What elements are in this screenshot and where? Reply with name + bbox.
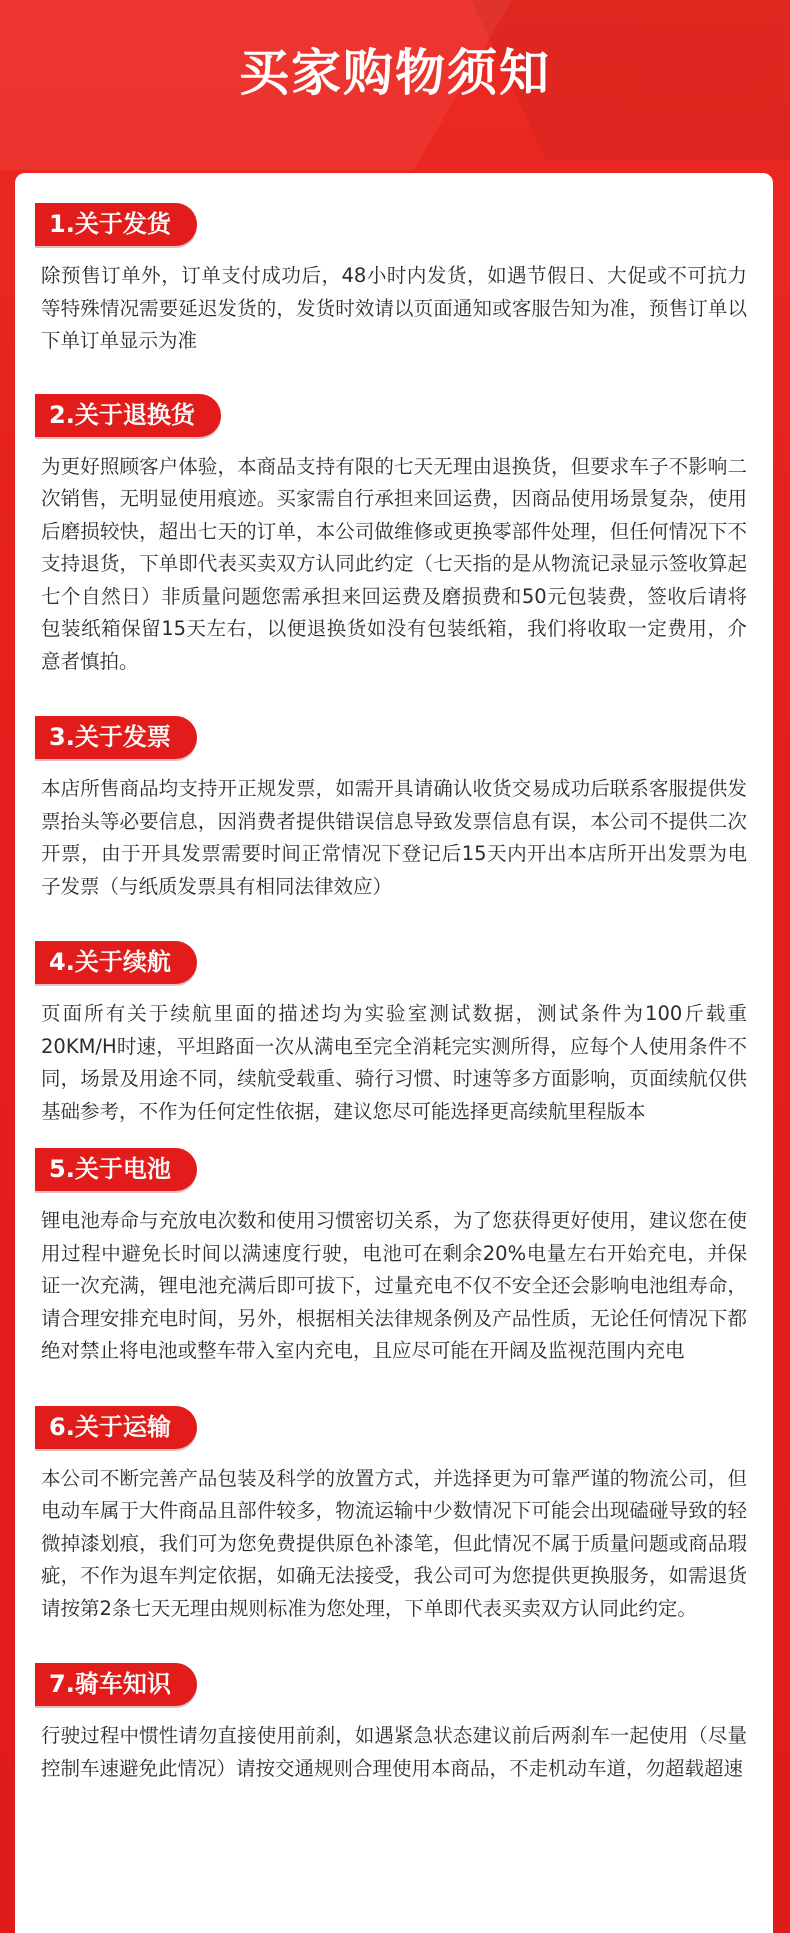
section-title: 7.骑车知识 xyxy=(35,1663,197,1706)
section-battery xyxy=(41,1148,747,1368)
section-text: 本公司不断完善产品包装及科学的放置方式，并选择更为可靠严谨的物流公司，但电动车属于大件商品且部件较多，物流运输中少数情况下可能会出现磕碰导致的轻微掉漆划痕，我们可为您免费提供原色补漆笔，但此情况不属于质量问题或商品瑕疵，不作为退车判定依据，如确无法接受，我公司可为您提供更换服务，如需退货请按第2条七天无理由规则标准为您处理，下单即代表买卖双方认同此约定。 xyxy=(41,1466,747,1620)
section-title: 2.关于退换货 xyxy=(35,394,221,437)
section-transport xyxy=(41,1406,747,1626)
section-text: 行驶过程中惯性请勿直接使用前刹，如遇紧急状态建议前后两刹车一起使用（尽量控制车速避免此情况）请按交通规则合理使用本商品，不走机动车道，勿超载超速 xyxy=(41,1724,747,1780)
section-text: 为更好照顾客户体验，本商品支持有限的七天无理由退换货，但要求车子不影响二次销售，无明显使用痕迹。买家需自行承担来回运费，因商品使用场景复杂，使用后磨损较快，超出七天的订单，本公司做维修或更换零部件处理，但任何情况下不支持退货，下单即代表买卖双方认同此约定（七天指的是从物流记录显示签收算起七个自然日）非质量问题您需承担来回运费及磨损费和50元包装费，签收后请将包装纸箱保留15天左右，以便退换货如没有包装纸箱，我们将收取一定费用，介意者慎拍。 xyxy=(41,454,747,673)
section-title: 3.关于发票 xyxy=(35,716,197,759)
section-title: 4.关于续航 xyxy=(35,941,197,984)
section-text: 本店所售商品均支持开正规发票，如需开具请确认收货交易成功后联系客服提供发票抬头等必要信息，因消费者提供错误信息导致发票信息有误，本公司不提供二次开票，由于开具发票需要时间正常情况下登记后15天内开出本店所开出发票为电子发票（与纸质发票具有相同法律效应） xyxy=(41,777,747,898)
section-range xyxy=(41,941,747,1128)
section-riding-tips xyxy=(41,1663,747,1785)
page-title: 买家购物须知 xyxy=(239,44,551,102)
section-returns xyxy=(41,394,747,679)
section-title: 6.关于运输 xyxy=(35,1406,197,1449)
section-title: 1.关于发货 xyxy=(35,203,197,246)
notice-card xyxy=(15,173,773,1933)
section-text: 除预售订单外，订单支付成功后，48小时内发货，如遇节假日、大促或不可抗力等特殊情况需要延迟发货的，发货时效请以页面通知或客服告知为准，预售订单以下单订单显示为准 xyxy=(41,264,747,352)
section-title: 5.关于电池 xyxy=(35,1148,197,1191)
section-text: 页面所有关于续航里面的描述均为实验室测试数据，测试条件为100斤载重20KM/H时速，平坦路面一次从满电至完全消耗完实测所得，应每个人使用条件不同，场景及用途不同，续航受载重、骑行习惯、时速等多方面影响，页面续航仅供基础参考，不作为任何定性依据，建议您尽可能选择更高续航里程版本 xyxy=(41,1002,747,1123)
section-invoice xyxy=(41,716,747,903)
section-shipping xyxy=(41,203,747,358)
section-text: 锂电池寿命与充放电次数和使用习惯密切关系，为了您获得更好使用，建议您在使用过程中避免长时间以满速度行驶，电池可在剩余20%电量左右开始充电，并保证一次充满，锂电池充满后即可拔下，过量充电不仅不安全还会影响电池组寿命，请合理安排充电时间，另外，根据相关法律规条例及产品性质，无论任何情况下都绝对禁止将电池或整车带入室内充电，且应尽可能在开阔及监视范围内充电 xyxy=(41,1209,747,1362)
